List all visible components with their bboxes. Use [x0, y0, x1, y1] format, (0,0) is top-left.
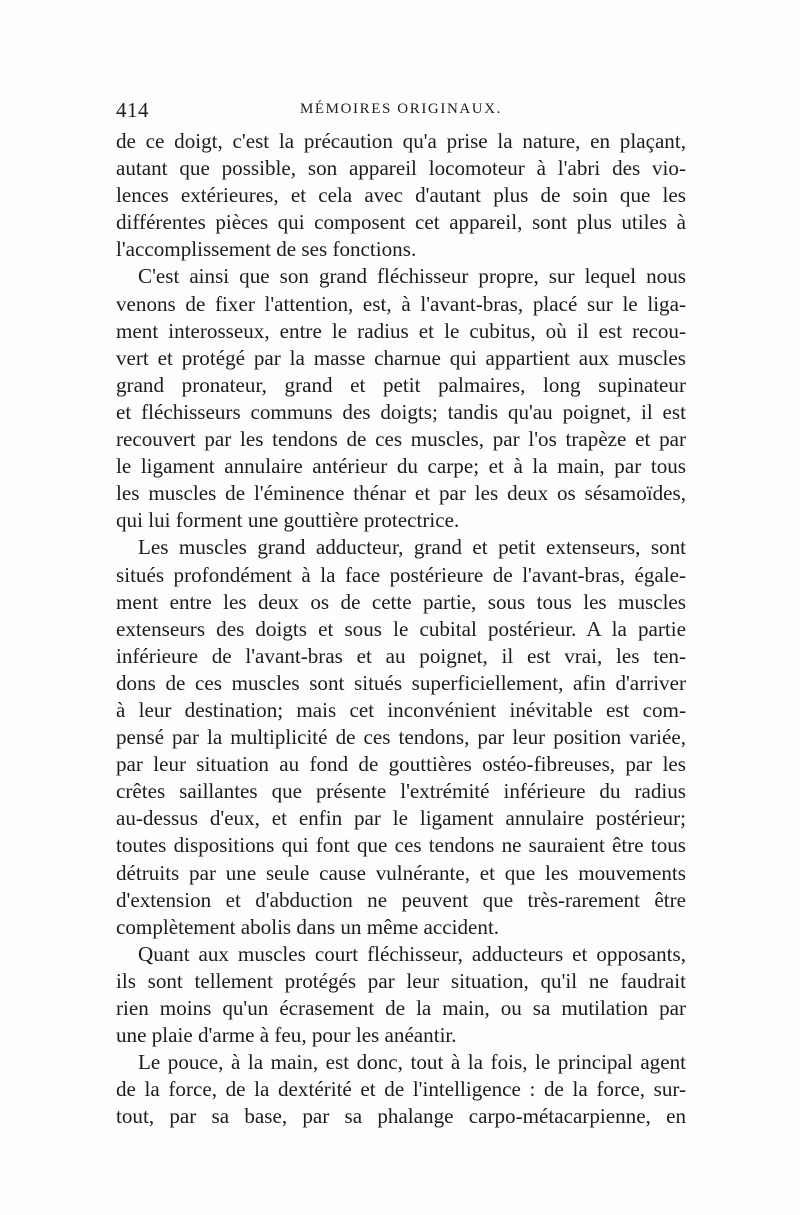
text-line: autant que possible, son appareil locomoteur à l'abri des vio- — [116, 156, 686, 181]
text-line: situés profondément à la face postérieure de l'avant-bras, égale- — [116, 562, 686, 587]
running-title: MÉMOIRES ORIGINAUX. — [299, 101, 503, 117]
text-line: Le pouce, à la main, est donc, tout à la fois, le principal agent — [138, 1050, 686, 1075]
text-line: au-dessus d'eux, et enfin par le ligament annulaire postérieur; — [116, 806, 686, 831]
text-line: vert et protégé par la masse charnue qui appartient aux muscles — [116, 345, 686, 370]
text-line: une plaie d'arme à feu, pour les anéantir. — [116, 1023, 457, 1048]
text-line: toutes dispositions qui font que ces tendons ne sauraient être tous — [116, 833, 686, 858]
text-line: extenseurs des doigts et sous le cubital postérieur. A la partie — [116, 616, 686, 641]
text-line: par leur situation au fond de gouttières ostéo-fibreuses, par les — [116, 752, 686, 777]
paragraph — [116, 128, 686, 263]
running-head — [116, 98, 686, 128]
text-line: qui lui forment une gouttière protectrice. — [116, 508, 460, 533]
paragraph — [116, 263, 686, 534]
text-line: recouvert par les tendons de ces muscles, par l'os trapèze et par — [116, 427, 686, 452]
paragraph — [116, 941, 686, 1049]
text-line: crêtes saillantes que présente l'extrémité inférieure du radius — [116, 779, 686, 804]
text-line: lences extérieures, et cela avec d'autant plus de soin que les — [116, 183, 686, 208]
text-line: ment entre les deux os de cette partie, sous tous les muscles — [116, 589, 686, 614]
text-line: dons de ces muscles sont situés superficiellement, afin d'arriver — [116, 670, 686, 695]
text-line: C'est ainsi que son grand fléchisseur propre, sur lequel nous — [138, 264, 686, 289]
text-line: à leur destination; mais cet inconvénient inévitable est com- — [116, 697, 686, 722]
text-line: et fléchisseurs communs des doigts; tandis qu'au poignet, il est — [116, 399, 686, 424]
text-line: d'extension et d'abduction ne peuvent que très-rarement être — [116, 887, 686, 912]
text-line: de la force, de la dextérité et de l'intelligence : de la force, sur- — [116, 1077, 686, 1102]
text-line: les muscles de l'éminence thénar et par les deux os sésamoïdes, — [116, 481, 686, 506]
paragraph — [116, 534, 686, 940]
text-line: pensé par la multiplicité de ces tendons, par leur position variée, — [116, 725, 686, 750]
text-line: rien moins qu'un écrasement de la main, ou sa mutilation par — [116, 996, 686, 1020]
text-line: de ce doigt, c'est la précaution qu'a prise la nature, en plaçant, — [116, 129, 686, 153]
paragraph — [116, 1049, 686, 1130]
page-number: 414 — [116, 98, 149, 122]
text-line: différentes pièces qui composent cet appareil, sont plus utiles à — [116, 210, 686, 235]
text-line: Les muscles grand adducteur, grand et petit extenseurs, sont — [138, 535, 686, 560]
text-line: complètement abolis dans un même accident. — [116, 914, 500, 939]
text-line: le ligament annulaire antérieur du carpe; et à la main, par tous — [116, 454, 686, 479]
text-line: tout, par sa base, par sa phalange carpo-métacarpienne, en — [116, 1104, 686, 1129]
text-line: détruits par une seule cause vulnérante, et que les mouvements — [116, 860, 686, 885]
body-text — [116, 128, 686, 1130]
text-line: ment interosseux, entre le radius et le cubitus, où il est recou- — [116, 318, 686, 343]
text-line: venons de fixer l'attention, est, à l'avant-bras, placé sur le liga- — [116, 291, 686, 316]
text-line: inférieure de l'avant-bras et au poignet, il est vrai, les ten- — [116, 643, 686, 668]
text-line: ils sont tellement protégés par leur situation, qu'il ne faudrait — [116, 968, 686, 993]
text-line: l'accomplissement de ses fonctions. — [116, 237, 417, 262]
text-line: Quant aux muscles court fléchisseur, adducteurs et opposants, — [138, 941, 686, 966]
text-line: grand pronateur, grand et petit palmaires, long supinateur — [116, 372, 686, 397]
